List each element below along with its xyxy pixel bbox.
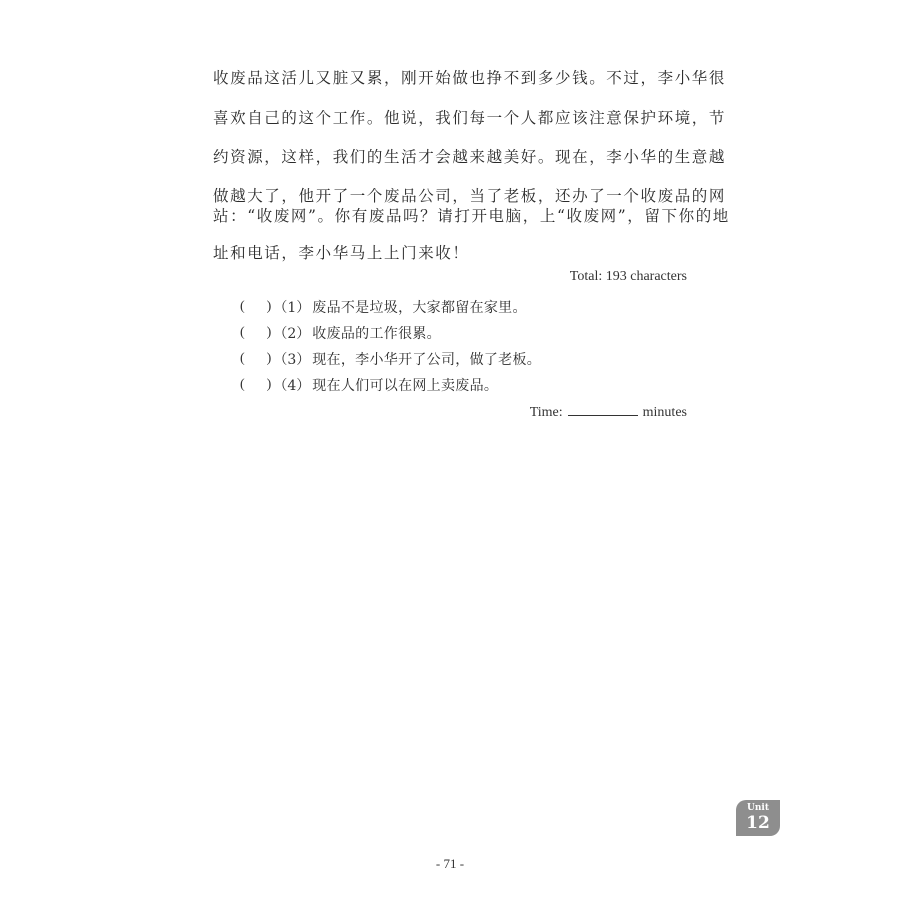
answer-blank[interactable] <box>245 377 267 393</box>
passage-line: 约资源，这样，我们的生活才会越来越美好。现在，李小华的生意越 <box>213 148 727 166</box>
page-number: - 71 - <box>435 856 465 871</box>
answer-paren-open: ( <box>240 325 245 340</box>
unit-label: Unit <box>747 803 769 813</box>
answer-paren-open: ( <box>240 351 245 366</box>
question-number: （1） <box>273 300 311 316</box>
time-unit: minutes <box>642 405 687 420</box>
answer-paren-open: ( <box>240 299 245 314</box>
question-item <box>240 322 441 344</box>
time-label: Time: <box>529 405 563 420</box>
question-number: （2） <box>273 326 311 342</box>
question-item <box>240 296 527 318</box>
answer-paren-close: ) <box>266 377 272 392</box>
total-characters: Total: 193 characters <box>569 269 687 284</box>
answer-blank[interactable] <box>245 299 267 315</box>
passage-line: 喜欢自己的这个工作。他说，我们每一个人都应该注意保护环境，节 <box>213 109 727 127</box>
time-blank[interactable] <box>568 403 638 416</box>
question-number: （3） <box>273 352 311 368</box>
answer-paren-open: ( <box>240 377 245 392</box>
passage-line: 收废品这活儿又脏又累，刚开始做也挣不到多少钱。不过，李小华很 <box>213 69 727 87</box>
question-number: （4） <box>273 378 311 394</box>
answer-paren-close: ) <box>266 351 272 366</box>
question-text: 废品不是垃圾，大家都留在家里。 <box>312 300 527 316</box>
answer-paren-close: ) <box>266 325 272 340</box>
unit-number: 12 <box>746 813 770 833</box>
answer-blank[interactable] <box>245 351 267 367</box>
answer-blank[interactable] <box>245 325 267 341</box>
question-item <box>240 374 498 396</box>
question-text: 收废品的工作很累。 <box>312 326 441 342</box>
question-item <box>240 348 541 370</box>
unit-badge <box>736 800 780 836</box>
answer-paren-close: ) <box>266 299 272 314</box>
passage-line: 站：“收废网”。你有废品吗？请打开电脑，上“收废网”，留下你的地 <box>213 207 730 225</box>
passage-line: 址和电话，李小华马上上门来收！ <box>213 244 470 262</box>
question-text: 现在，李小华开了公司，做了老板。 <box>312 352 542 368</box>
reading-time <box>530 403 687 421</box>
question-text: 现在人们可以在网上卖废品。 <box>312 378 499 394</box>
passage-line: 做越大了，他开了一个废品公司，当了老板，还办了一个收废品的网 <box>213 187 727 205</box>
